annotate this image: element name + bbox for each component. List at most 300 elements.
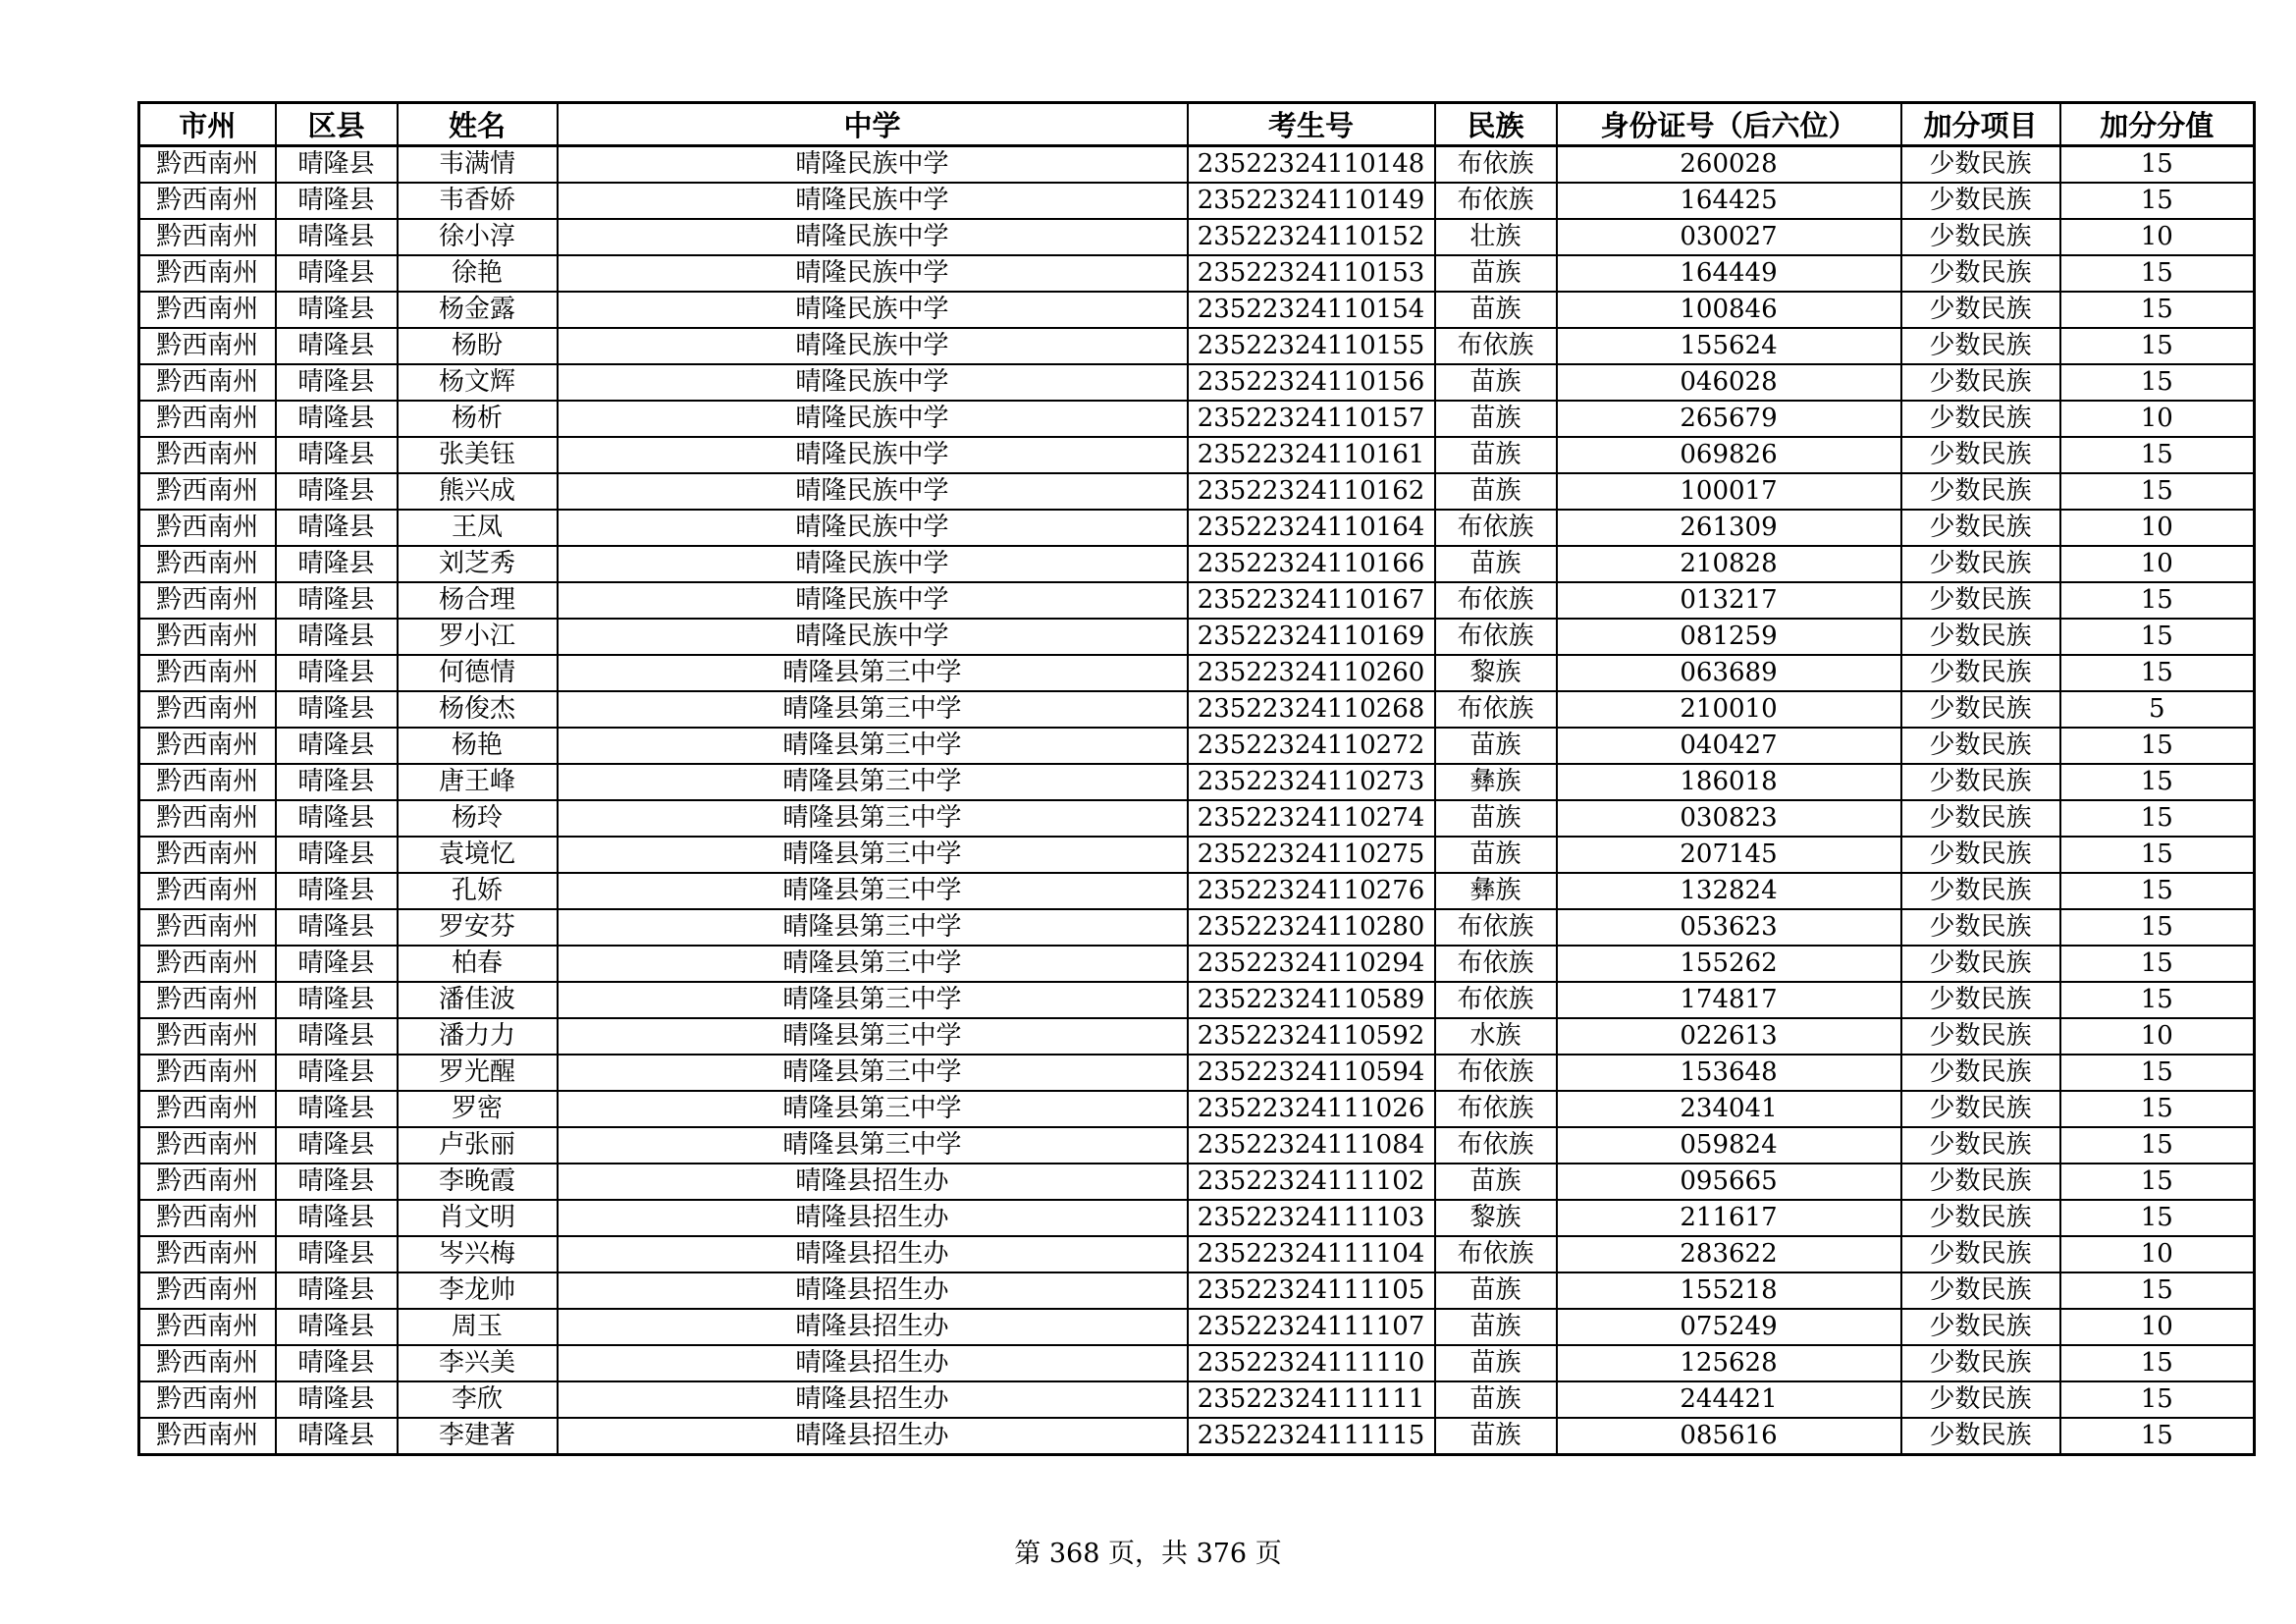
cell-bonus-item: 少数民族 [1901,946,2060,982]
cell-school: 晴隆民族中学 [558,292,1188,328]
cell-id-last6: 155218 [1557,1272,1901,1309]
cell-county: 晴隆县 [276,800,398,837]
cell-city: 黔西南州 [139,982,276,1018]
cell-ethnicity: 苗族 [1435,1309,1557,1345]
cell-bonus-item: 少数民族 [1901,1345,2060,1381]
cell-exam-id: 23522324110152 [1188,219,1435,255]
cell-school: 晴隆民族中学 [558,364,1188,401]
cell-exam-id: 23522324110594 [1188,1055,1435,1091]
cell-school: 晴隆县招生办 [558,1236,1188,1272]
table-row [139,146,2255,184]
cell-bonus-item: 少数民族 [1901,728,2060,764]
table-row [139,1055,2255,1091]
cell-name: 李建著 [398,1418,558,1455]
cell-bonus-points: 15 [2060,473,2255,510]
cell-ethnicity: 苗族 [1435,437,1557,473]
cell-school: 晴隆县招生办 [558,1309,1188,1345]
table-row [139,364,2255,401]
cell-id-last6: 030027 [1557,219,1901,255]
cell-bonus-points: 15 [2060,255,2255,292]
cell-id-last6: 210010 [1557,691,1901,728]
cell-ethnicity: 布依族 [1435,328,1557,364]
cell-school: 晴隆县招生办 [558,1272,1188,1309]
cell-county: 晴隆县 [276,619,398,655]
cell-city: 黔西南州 [139,946,276,982]
cell-bonus-item: 少数民族 [1901,292,2060,328]
cell-bonus-points: 15 [2060,1055,2255,1091]
cell-city: 黔西南州 [139,582,276,619]
cell-school: 晴隆民族中学 [558,582,1188,619]
table-row [139,1309,2255,1345]
cell-ethnicity: 壮族 [1435,219,1557,255]
cell-city: 黔西南州 [139,619,276,655]
cell-ethnicity: 布依族 [1435,183,1557,219]
cell-exam-id: 23522324111084 [1188,1127,1435,1164]
cell-bonus-item: 少数民族 [1901,401,2060,437]
cell-exam-id: 23522324111103 [1188,1200,1435,1236]
cell-bonus-points: 15 [2060,328,2255,364]
cell-exam-id: 23522324110148 [1188,146,1435,184]
table-row [139,1418,2255,1455]
cell-bonus-item: 少数民族 [1901,1018,2060,1055]
cell-school: 晴隆县第三中学 [558,837,1188,873]
cell-county: 晴隆县 [276,909,398,946]
cell-bonus-points: 15 [2060,1164,2255,1200]
table-row [139,728,2255,764]
cell-ethnicity: 布依族 [1435,510,1557,546]
cell-bonus-points: 15 [2060,437,2255,473]
cell-bonus-item: 少数民族 [1901,873,2060,909]
header-row [139,103,2255,146]
cell-county: 晴隆县 [276,1200,398,1236]
cell-bonus-item: 少数民族 [1901,619,2060,655]
cell-bonus-item: 少数民族 [1901,1164,2060,1200]
cell-id-last6: 059824 [1557,1127,1901,1164]
cell-id-last6: 030823 [1557,800,1901,837]
cell-id-last6: 261309 [1557,510,1901,546]
table-row [139,255,2255,292]
cell-name: 徐艳 [398,255,558,292]
cell-school: 晴隆县第三中学 [558,946,1188,982]
cell-exam-id: 23522324110280 [1188,909,1435,946]
cell-name: 杨文辉 [398,364,558,401]
cell-school: 晴隆民族中学 [558,510,1188,546]
cell-county: 晴隆县 [276,655,398,691]
cell-county: 晴隆县 [276,401,398,437]
cell-name: 韦满情 [398,146,558,184]
cell-school: 晴隆县招生办 [558,1345,1188,1381]
cell-ethnicity: 苗族 [1435,837,1557,873]
cell-name: 杨俊杰 [398,691,558,728]
cell-exam-id: 23522324111026 [1188,1091,1435,1127]
cell-id-last6: 100846 [1557,292,1901,328]
cell-exam-id: 23522324110592 [1188,1018,1435,1055]
cell-bonus-item: 少数民族 [1901,437,2060,473]
cell-city: 黔西南州 [139,546,276,582]
cell-city: 黔西南州 [139,1055,276,1091]
cell-city: 黔西南州 [139,1200,276,1236]
cell-ethnicity: 苗族 [1435,546,1557,582]
table-row [139,764,2255,800]
cell-city: 黔西南州 [139,183,276,219]
cell-id-last6: 164449 [1557,255,1901,292]
cell-bonus-points: 15 [2060,946,2255,982]
cell-exam-id: 23522324110274 [1188,800,1435,837]
cell-name: 卢张丽 [398,1127,558,1164]
header-county: 区县 [276,103,398,146]
cell-ethnicity: 黎族 [1435,655,1557,691]
table-row [139,1200,2255,1236]
cell-name: 杨玲 [398,800,558,837]
cell-id-last6: 207145 [1557,837,1901,873]
cell-name: 李欣 [398,1381,558,1418]
cell-bonus-item: 少数民族 [1901,1055,2060,1091]
cell-bonus-points: 10 [2060,401,2255,437]
cell-city: 黔西南州 [139,1381,276,1418]
cell-ethnicity: 苗族 [1435,292,1557,328]
cell-exam-id: 23522324110589 [1188,982,1435,1018]
cell-id-last6: 265679 [1557,401,1901,437]
cell-bonus-points: 15 [2060,982,2255,1018]
header-bonus-item: 加分项目 [1901,103,2060,146]
cell-exam-id: 23522324110294 [1188,946,1435,982]
cell-exam-id: 23522324110155 [1188,328,1435,364]
cell-name: 杨合理 [398,582,558,619]
cell-school: 晴隆县第三中学 [558,873,1188,909]
cell-school: 晴隆县第三中学 [558,909,1188,946]
cell-name: 李龙帅 [398,1272,558,1309]
cell-city: 黔西南州 [139,873,276,909]
cell-exam-id: 23522324111110 [1188,1345,1435,1381]
cell-ethnicity: 苗族 [1435,1418,1557,1455]
cell-name: 肖文明 [398,1200,558,1236]
cell-name: 袁境忆 [398,837,558,873]
table-row [139,401,2255,437]
cell-city: 黔西南州 [139,1345,276,1381]
cell-school: 晴隆县第三中学 [558,982,1188,1018]
cell-county: 晴隆县 [276,873,398,909]
cell-exam-id: 23522324111104 [1188,1236,1435,1272]
cell-bonus-item: 少数民族 [1901,837,2060,873]
cell-id-last6: 013217 [1557,582,1901,619]
cell-id-last6: 081259 [1557,619,1901,655]
cell-bonus-item: 少数民族 [1901,473,2060,510]
cell-ethnicity: 布依族 [1435,146,1557,184]
cell-county: 晴隆县 [276,510,398,546]
cell-county: 晴隆县 [276,328,398,364]
cell-ethnicity: 彝族 [1435,764,1557,800]
cell-county: 晴隆县 [276,1091,398,1127]
cell-id-last6: 153648 [1557,1055,1901,1091]
cell-id-last6: 063689 [1557,655,1901,691]
cell-ethnicity: 黎族 [1435,1200,1557,1236]
table-row [139,1345,2255,1381]
cell-exam-id: 23522324110166 [1188,546,1435,582]
cell-bonus-points: 10 [2060,1309,2255,1345]
table-row [139,691,2255,728]
cell-bonus-points: 10 [2060,546,2255,582]
cell-bonus-item: 少数民族 [1901,982,2060,1018]
cell-id-last6: 164425 [1557,183,1901,219]
cell-id-last6: 244421 [1557,1381,1901,1418]
table-row [139,1127,2255,1164]
cell-bonus-points: 10 [2060,510,2255,546]
cell-name: 罗安芬 [398,909,558,946]
cell-bonus-points: 10 [2060,219,2255,255]
cell-id-last6: 174817 [1557,982,1901,1018]
cell-ethnicity: 苗族 [1435,728,1557,764]
cell-name: 唐王峰 [398,764,558,800]
cell-exam-id: 23522324110260 [1188,655,1435,691]
cell-bonus-points: 15 [2060,1200,2255,1236]
cell-bonus-points: 5 [2060,691,2255,728]
cell-name: 杨金露 [398,292,558,328]
cell-ethnicity: 布依族 [1435,691,1557,728]
cell-bonus-item: 少数民族 [1901,183,2060,219]
cell-exam-id: 23522324110156 [1188,364,1435,401]
cell-county: 晴隆县 [276,1381,398,1418]
cell-school: 晴隆县第三中学 [558,728,1188,764]
cell-name: 张美钰 [398,437,558,473]
cell-name: 周玉 [398,1309,558,1345]
cell-school: 晴隆县第三中学 [558,764,1188,800]
page-number: 第 368 页，共 376 页 [1014,1539,1282,1569]
table-row [139,800,2255,837]
cell-bonus-points: 15 [2060,728,2255,764]
cell-exam-id: 23522324110162 [1188,473,1435,510]
cell-exam-id: 23522324110164 [1188,510,1435,546]
table-row [139,909,2255,946]
table-body [139,146,2255,1455]
cell-school: 晴隆民族中学 [558,437,1188,473]
cell-bonus-points: 15 [2060,1345,2255,1381]
cell-ethnicity: 布依族 [1435,1091,1557,1127]
cell-name: 孔娇 [398,873,558,909]
cell-school: 晴隆县招生办 [558,1418,1188,1455]
cell-bonus-item: 少数民族 [1901,582,2060,619]
cell-exam-id: 23522324110275 [1188,837,1435,873]
cell-name: 潘力力 [398,1018,558,1055]
cell-id-last6: 075249 [1557,1309,1901,1345]
cell-id-last6: 095665 [1557,1164,1901,1200]
cell-ethnicity: 苗族 [1435,255,1557,292]
cell-name: 熊兴成 [398,473,558,510]
cell-ethnicity: 布依族 [1435,982,1557,1018]
cell-city: 黔西南州 [139,800,276,837]
cell-ethnicity: 苗族 [1435,473,1557,510]
table-row [139,655,2255,691]
cell-county: 晴隆县 [276,146,398,184]
cell-exam-id: 23522324110276 [1188,873,1435,909]
cell-name: 杨盼 [398,328,558,364]
cell-city: 黔西南州 [139,1272,276,1309]
cell-ethnicity: 苗族 [1435,1345,1557,1381]
cell-name: 罗密 [398,1091,558,1127]
cell-ethnicity: 苗族 [1435,364,1557,401]
cell-id-last6: 210828 [1557,546,1901,582]
cell-county: 晴隆县 [276,764,398,800]
cell-ethnicity: 苗族 [1435,800,1557,837]
cell-bonus-item: 少数民族 [1901,1381,2060,1418]
cell-city: 黔西南州 [139,655,276,691]
cell-school: 晴隆民族中学 [558,146,1188,184]
cell-exam-id: 23522324111102 [1188,1164,1435,1200]
header-bonus-points: 加分分值 [2060,103,2255,146]
table-row [139,873,2255,909]
cell-bonus-points: 15 [2060,183,2255,219]
table-row [139,328,2255,364]
cell-bonus-item: 少数民族 [1901,328,2060,364]
cell-city: 黔西南州 [139,1164,276,1200]
cell-bonus-points: 15 [2060,364,2255,401]
table-row [139,946,2255,982]
table-row [139,1018,2255,1055]
cell-ethnicity: 苗族 [1435,1381,1557,1418]
cell-bonus-item: 少数民族 [1901,764,2060,800]
cell-county: 晴隆县 [276,219,398,255]
cell-city: 黔西南州 [139,328,276,364]
cell-county: 晴隆县 [276,946,398,982]
cell-school: 晴隆县第三中学 [558,1127,1188,1164]
table-row [139,1164,2255,1200]
cell-id-last6: 125628 [1557,1345,1901,1381]
cell-id-last6: 211617 [1557,1200,1901,1236]
table-row [139,1381,2255,1418]
cell-school: 晴隆县招生办 [558,1200,1188,1236]
cell-bonus-item: 少数民族 [1901,510,2060,546]
header-exam-id: 考生号 [1188,103,1435,146]
header-id-last6: 身份证号（后六位） [1557,103,1901,146]
cell-city: 黔西南州 [139,1418,276,1455]
cell-school: 晴隆县第三中学 [558,655,1188,691]
cell-county: 晴隆县 [276,1236,398,1272]
cell-id-last6: 085616 [1557,1418,1901,1455]
cell-bonus-item: 少数民族 [1901,1091,2060,1127]
table-row [139,183,2255,219]
cell-county: 晴隆县 [276,1309,398,1345]
cell-city: 黔西南州 [139,255,276,292]
cell-name: 李晚霞 [398,1164,558,1200]
cell-city: 黔西南州 [139,1018,276,1055]
cell-exam-id: 23522324111107 [1188,1309,1435,1345]
cell-name: 李兴美 [398,1345,558,1381]
table-row [139,510,2255,546]
cell-exam-id: 23522324110149 [1188,183,1435,219]
table-row [139,982,2255,1018]
cell-city: 黔西南州 [139,1127,276,1164]
cell-city: 黔西南州 [139,437,276,473]
cell-school: 晴隆民族中学 [558,619,1188,655]
cell-name: 岑兴梅 [398,1236,558,1272]
cell-bonus-item: 少数民族 [1901,546,2060,582]
cell-ethnicity: 水族 [1435,1018,1557,1055]
cell-ethnicity: 布依族 [1435,909,1557,946]
cell-school: 晴隆民族中学 [558,401,1188,437]
cell-school: 晴隆民族中学 [558,473,1188,510]
cell-county: 晴隆县 [276,691,398,728]
cell-name: 柏春 [398,946,558,982]
cell-city: 黔西南州 [139,219,276,255]
cell-county: 晴隆县 [276,1055,398,1091]
cell-ethnicity: 苗族 [1435,401,1557,437]
cell-bonus-points: 15 [2060,1418,2255,1455]
cell-exam-id: 23522324110157 [1188,401,1435,437]
cell-city: 黔西南州 [139,510,276,546]
cell-school: 晴隆民族中学 [558,219,1188,255]
cell-id-last6: 132824 [1557,873,1901,909]
cell-name: 韦香娇 [398,183,558,219]
table-row [139,219,2255,255]
cell-county: 晴隆县 [276,1018,398,1055]
cell-id-last6: 260028 [1557,146,1901,184]
table-row [139,292,2255,328]
cell-bonus-points: 15 [2060,837,2255,873]
cell-bonus-points: 15 [2060,1127,2255,1164]
cell-bonus-points: 10 [2060,1018,2255,1055]
cell-bonus-item: 少数民族 [1901,146,2060,184]
cell-bonus-points: 15 [2060,1272,2255,1309]
cell-county: 晴隆县 [276,546,398,582]
table-row [139,837,2255,873]
cell-exam-id: 23522324110153 [1188,255,1435,292]
cell-name: 何德情 [398,655,558,691]
cell-id-last6: 100017 [1557,473,1901,510]
table-row [139,1091,2255,1127]
cell-name: 徐小淳 [398,219,558,255]
cell-id-last6: 155624 [1557,328,1901,364]
cell-city: 黔西南州 [139,1309,276,1345]
cell-exam-id: 23522324110169 [1188,619,1435,655]
cell-bonus-points: 10 [2060,1236,2255,1272]
cell-id-last6: 040427 [1557,728,1901,764]
header-name: 姓名 [398,103,558,146]
cell-name: 潘佳波 [398,982,558,1018]
cell-bonus-item: 少数民族 [1901,255,2060,292]
cell-school: 晴隆县第三中学 [558,1055,1188,1091]
table-row [139,546,2255,582]
cell-id-last6: 234041 [1557,1091,1901,1127]
cell-id-last6: 186018 [1557,764,1901,800]
cell-exam-id: 23522324110268 [1188,691,1435,728]
cell-bonus-points: 15 [2060,800,2255,837]
cell-exam-id: 23522324111115 [1188,1418,1435,1455]
cell-city: 黔西南州 [139,473,276,510]
cell-bonus-points: 15 [2060,292,2255,328]
cell-county: 晴隆县 [276,1418,398,1455]
cell-ethnicity: 彝族 [1435,873,1557,909]
cell-name: 杨艳 [398,728,558,764]
cell-ethnicity: 布依族 [1435,619,1557,655]
cell-county: 晴隆县 [276,255,398,292]
cell-ethnicity: 布依族 [1435,1236,1557,1272]
cell-bonus-item: 少数民族 [1901,1200,2060,1236]
cell-ethnicity: 布依族 [1435,582,1557,619]
cell-school: 晴隆民族中学 [558,328,1188,364]
cell-name: 罗光醒 [398,1055,558,1091]
cell-exam-id: 23522324110161 [1188,437,1435,473]
cell-exam-id: 23522324110154 [1188,292,1435,328]
cell-city: 黔西南州 [139,1236,276,1272]
cell-bonus-item: 少数民族 [1901,1309,2060,1345]
cell-id-last6: 155262 [1557,946,1901,982]
cell-bonus-points: 15 [2060,764,2255,800]
table-row [139,437,2255,473]
cell-name: 王凤 [398,510,558,546]
table-row [139,1272,2255,1309]
cell-bonus-item: 少数民族 [1901,219,2060,255]
cell-school: 晴隆民族中学 [558,183,1188,219]
cell-bonus-points: 15 [2060,1381,2255,1418]
